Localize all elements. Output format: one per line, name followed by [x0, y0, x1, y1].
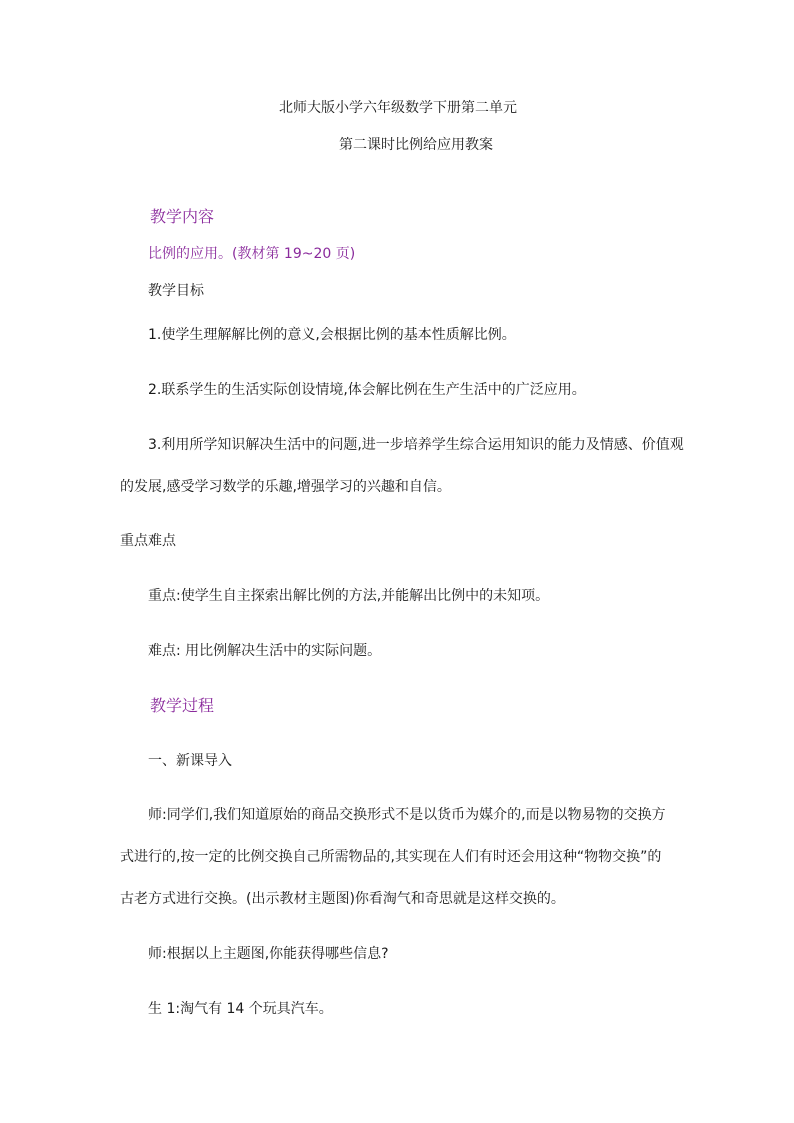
teacher-1-line2: 式进行的,按一定的比例交换自己所需物品的,其实现在人们有时还会用这种“物物交换”的 [120, 849, 662, 865]
goal-3-line1: 3.利用所学知识解决生活中的问题,进一步培养学生综合运用知识的能力及情感、价值观 [148, 437, 684, 453]
key-point: 重点:使学生自主探索出解比例的方法,并能解出比例中的未知项。 [148, 588, 550, 604]
goals-heading: 教学目标 [148, 283, 204, 299]
teacher-2: 师:根据以上主题图,你能获得哪些信息? [148, 946, 389, 962]
teacher-1-line1: 师:同学们,我们知道原始的商品交换形式不是以货币为媒介的,而是以物易物的交换方 [148, 807, 666, 823]
student-1: 生 1:淘气有 14 个玩具汽车。 [148, 1001, 333, 1017]
part-1-heading: 一、新课导入 [148, 753, 232, 769]
content-text: 比例的应用。(教材第 19~20 页) [148, 246, 356, 262]
goal-2: 2.联系学生的生活实际创设情境,体会解比例在生产生活中的广泛应用。 [148, 382, 586, 398]
goal-1: 1.使学生理解解比例的意义,会根据比例的基本性质解比例。 [148, 327, 516, 343]
difficult-point: 难点: 用比例解决生活中的实际问题。 [148, 643, 382, 659]
section-heading-content: 教学内容 [150, 207, 215, 226]
doc-title-line1: 北师大版小学六年级数学下册第二单元 [279, 100, 517, 116]
teacher-1-line3: 古老方式进行交换。(出示教材主题图)你看淘气和奇思就是这样交换的。 [120, 891, 565, 907]
key-points-heading: 重点难点 [120, 533, 176, 549]
section-heading-process: 教学过程 [150, 696, 215, 715]
doc-title-line2: 第二课时比例给应用教案 [339, 137, 493, 153]
goal-3-line2: 的发展,感受学习数学的乐趣,增强学习的兴趣和自信。 [120, 479, 451, 495]
